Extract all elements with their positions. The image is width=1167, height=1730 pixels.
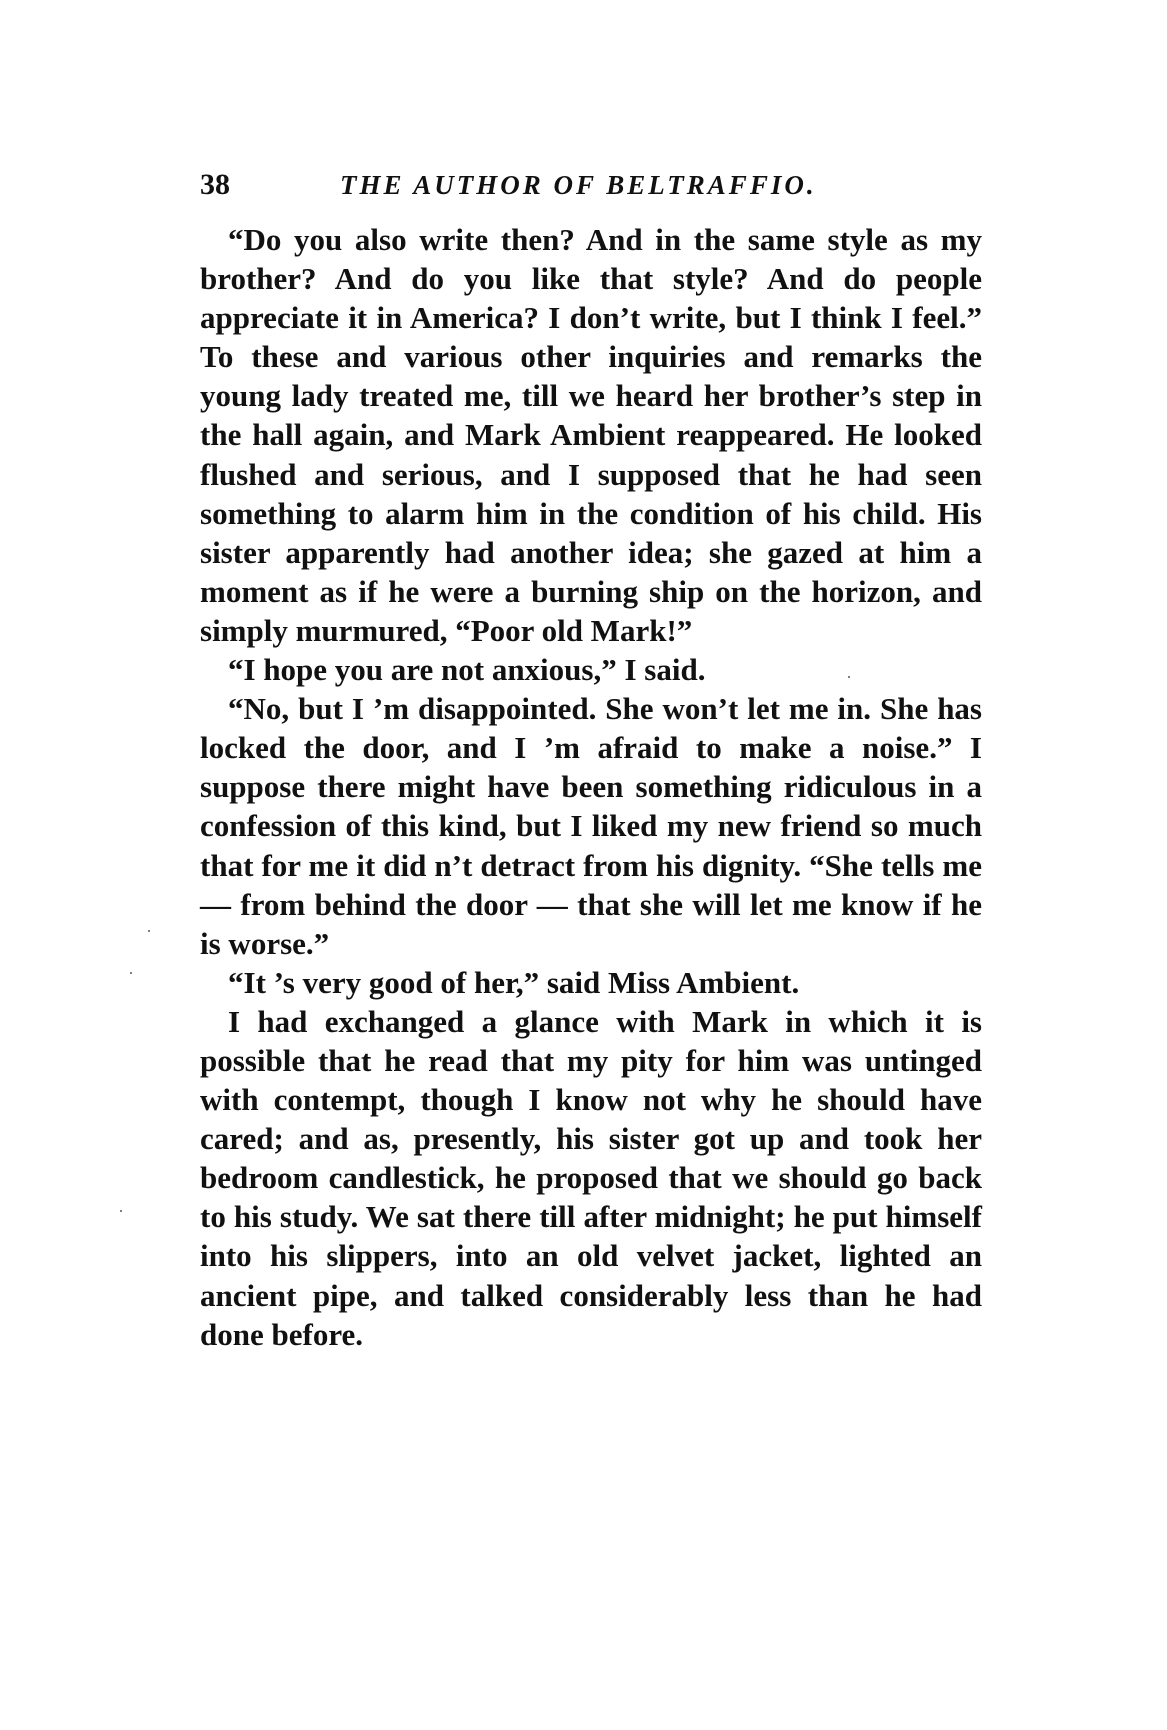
paragraph: “No, but I ’m disappointed. She won’t let me in. She has locked the door, and I ’m afraid to make a noise.” I suppose there might have been something ridiculous in a confession of this kind, but I liked my new friend so much that for me it did n’t detract from his dignity. “She tells me — from behind the door — that she will let me know if he is worse.” xyxy=(200,691,982,961)
paragraph: “Do you also write then? And in the same style as my brother? And do you like that style? And do people appreciate it in America? I don’t write, but I think I feel.” To these and various other inquiries and remarks the young lady treated me, till we heard her brother’s step in the hall again, and Mark Ambient reappeared. He looked flushed and serious, and I supposed that he had seen something to alarm him in the condition of his child. His sister apparently had another idea; she gazed at him a moment as if he were a burning ship on the horizon, and simply murmured, “Poor old Mark!” xyxy=(200,222,982,648)
page-header xyxy=(200,168,980,208)
body-text xyxy=(200,220,982,1354)
paragraph: I had exchanged a glance with Mark in which it is possible that he read that my pity for him was untinged with contempt, though I know not why he should have cared; and as, presently, his sister got up and took her bedroom candlestick, he proposed that we should go back to his study. We sat there till after midnight; he put himself into his slippers, into an old velvet jacket, lighted an ancient pipe, and talked considerably less than he had done before. xyxy=(200,1003,982,1352)
page-number: 38 xyxy=(200,168,230,201)
running-title: THE AUTHOR OF BELTRAFFIO. xyxy=(340,170,817,200)
paragraph: “It ’s very good of her,” said Miss Ambient. xyxy=(228,964,800,1000)
scan-speck xyxy=(848,676,850,678)
scan-speck xyxy=(120,1210,122,1212)
paragraph: “I hope you are not anxious,” I said. xyxy=(228,652,706,688)
scan-speck xyxy=(148,930,150,932)
scan-speck xyxy=(130,972,132,974)
